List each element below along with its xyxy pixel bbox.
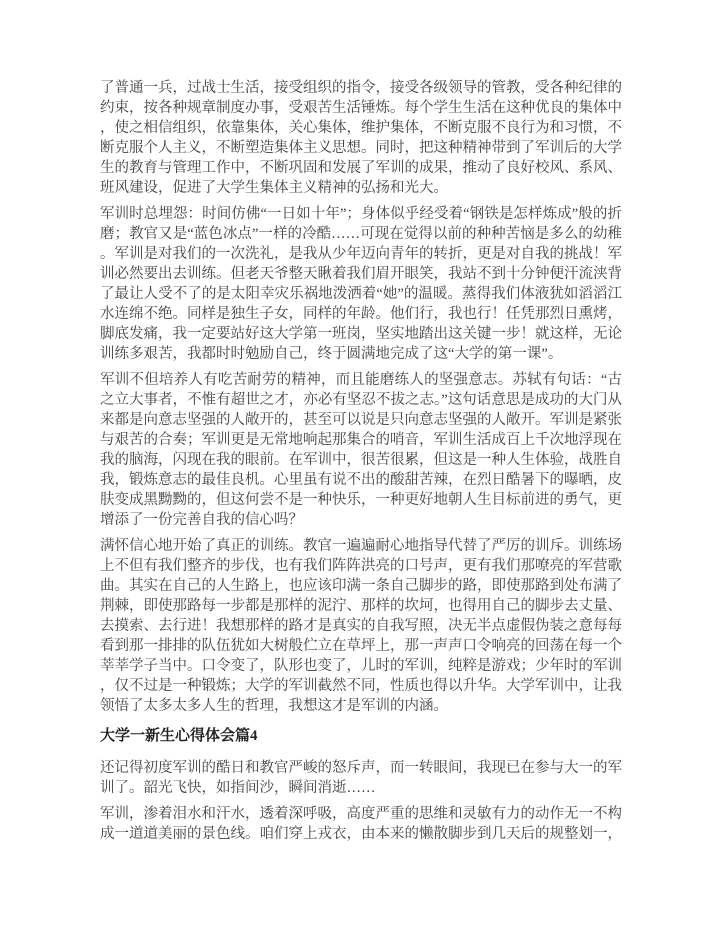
paragraph-tears-and-sweat: 军训，渗着泪水和汗水，透着深呼吸，高度严重的思维和灵敏有力的动作无一不构成一道道美丽的景色线。咱们穿上戎衣，由本来的懒散脚步到几天后的规整划一， [100,806,622,842]
section-heading-part4: 大学一新生心得体会篇4 [100,728,258,744]
paragraph-willpower: 军训不但培养人有吃苦耐劳的精神，而且能磨练人的坚强意志。苏轼有句话：“古之立大事者，不惟有超世之才，亦必有坚忍不拔之志。”这句话意思是成功的大门从来都是向意志坚强的人敞开的，甚至可以说是只向意志坚强的人敞开。军训是紧张与艰苦的合奏；军训更是无常地响起那集合的哨音，军训生活成百上千次地浮现在我的脑海，闪现在我的眼前。在军训中，很苦很累，但这是一种人生体验，战胜自我，锻炼意志的最佳良机。心里虽有说不出的酸甜苦辣，在烈日酷暑下的曝晒，皮肤变成黑黝黝的，但这何尝不是一种快乐，一种更好地朝人生目标前进的勇气，更增添了一份完善自我的信心吗？ [100,372,622,528]
paragraph-training-complaints: 军训时总埋怨：时间仿佛“一日如十年”；身体似乎经受着“钢铁是怎样炼成”般的折磨；教官又是“蓝色冰点”一样的冷酷……可现在觉得以前的种种苦恼是多么的幼稚。军训是对我们的一次洗礼，是我从少年迈向青年的转折，更是对自我的挑战！军训必然要出去训练。但老天爷整天瞅着我们眉开眼笑，我站不到十分钟便汗流浃背了最让人受不了的是太阳幸灾乐祸地泼洒着“她”的温暖。蒸得我们体液犹如滔滔江水连绵不绝。同样是独生子女，同样的年龄。他们行，我也行！任凭那烈日熏烤，脚底发痛，我一定要站好这大学第一班岗，坚实地踏出这关键一步！就这样，无论训练多艰苦，我都时时勉励自己，终于圆满地完成了这“大学的第一课”。 [100,206,622,362]
paragraph-real-training: 满怀信心地开始了真正的训练。教官一遍遍耐心地指导代替了严厉的训斥。训练场上不但有我们整齐的步伐，也有我们阵阵洪亮的口号声，更有我们那嘹亮的军营歌曲。其实在自己的人生路上，也应该印满一条自己脚步的路，即使那路到处布满了荆棘，即使那路每一步都是那样的泥泞、那样的坎坷，也得用自己的脚步去丈量、去摸索、去行进！我想那样的路才是真实的自我写照，决无半点虚假伪装之意每每看到那一排排的队伍犹如大树般伫立在草坪上，那一声声口令响亮的回荡在每一个莘莘学子当中。口令变了，队形也变了，儿时的军训，纯粹是游戏；少年时的军训，仅不过是一种锻炼；大学的军训截然不同，性质也得以升华。大学军训中，让我领悟了太多太多人生的哲理，我想这才是军训的内涵。 [100,538,622,714]
paragraph-first-memory: 还记得初度军训的酷日和教官严峻的怒斥声，而一转眼间，我现已在参与大一的军训了。韶光飞快，如指间沙，瞬间消逝…… [100,760,622,796]
paragraph-collective-life: 了普通一兵，过战士生活，接受组织的指令，接受各级领导的管教，受各种纪律的约束，按各种规章制度办事，受艰苦生活锤炼。每个学生生活在这种优良的集体中，使之相信组织，依靠集体，关心集体，维护集体，不断克服不良行为和习惯，不断克服个人主义，不断塑造集体主义思想。同时，把这种精神带到了军训后的大学生的教育与管理工作中，不断巩固和发展了军训的成果，推动了良好校风、系风、班风建设，促进了大学生集体主义精神的弘扬和光大。 [100,80,622,196]
document-content [100,78,622,850]
